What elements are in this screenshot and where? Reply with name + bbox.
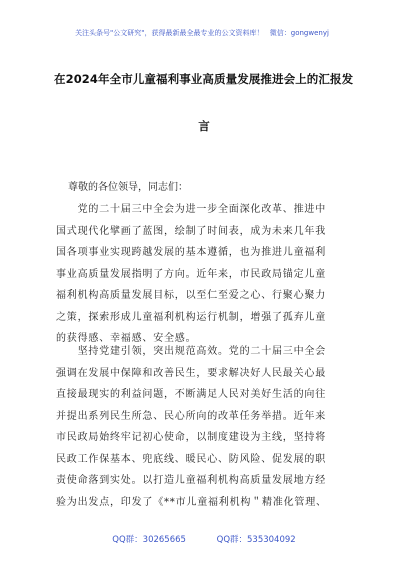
paragraph-line: 事业高质量发展指明了方向。近年来，市民政局锚定儿童	[56, 268, 326, 280]
paragraph-line: 党的二十届三中全会为进一步全面深化改革、推进中	[56, 204, 326, 215]
paragraph-line: 民政工作保基本、兜底线、暖民心、防风险、促发展的职	[56, 453, 326, 465]
footer-qq-group-1: QQ群：30265665	[112, 535, 186, 545]
paragraph-line: 福利机构高质量发展目标，以至仁至爱之心、行聚心聚力	[56, 290, 326, 301]
paragraph-1	[56, 199, 358, 350]
header-banner-wechat: 微信：gongwenyj	[269, 29, 329, 37]
paragraph-line: 直接最现实的利益问题，不断满足人民对美好生活的向往	[56, 389, 326, 400]
paragraph-line: 并提出系列民生所急、民心所向的改革任务举措。近年来	[56, 410, 326, 422]
footer-qq-group-2: QQ群：535304092	[216, 535, 296, 545]
paragraph-line: 坚持党建引领，突出规范高效。党的二十届三中全会	[56, 346, 326, 357]
paragraph-line: 国各项事业实现跨越发展的基本遵循，也为推进儿童福利	[56, 247, 326, 258]
header-banner	[0, 28, 408, 38]
paragraph-line: 责使命落到实处。以打造儿童福利机构高质量发展地方经	[56, 475, 326, 486]
paragraph-line: 强调在发展中保障和改善民生，要求解决好人民最关心最	[56, 367, 326, 379]
paragraph-line: 国式现代化擘画了蓝图，绘制了时间表，成为未来几年我	[56, 225, 326, 237]
paragraph-line: 验为出发点，印发了《**市儿童福利机构＂精准化管理、	[56, 496, 327, 508]
header-banner-text: 关注头条号"公文研究"，获得最新最全最专业的公文资料库！	[75, 29, 264, 37]
document-title-line1: 在2024年全市儿童福利事业高质量发展推进会上的汇报发	[54, 72, 354, 86]
paragraph-line: 的获得感、幸福感、安全感。	[56, 333, 197, 344]
salutation: 尊敬的各位领导，同志们：	[68, 182, 188, 193]
paragraph-line: 之策，探索形成儿童福利机构运行机制，增强了孤弃儿童	[56, 311, 326, 323]
paragraph-line: 市民政局始终牢记初心使命，以制度建设为主线，坚持将	[56, 432, 326, 443]
document-title-line2: 言	[198, 119, 210, 133]
paragraph-2	[56, 341, 358, 513]
footer-contact	[0, 533, 408, 545]
